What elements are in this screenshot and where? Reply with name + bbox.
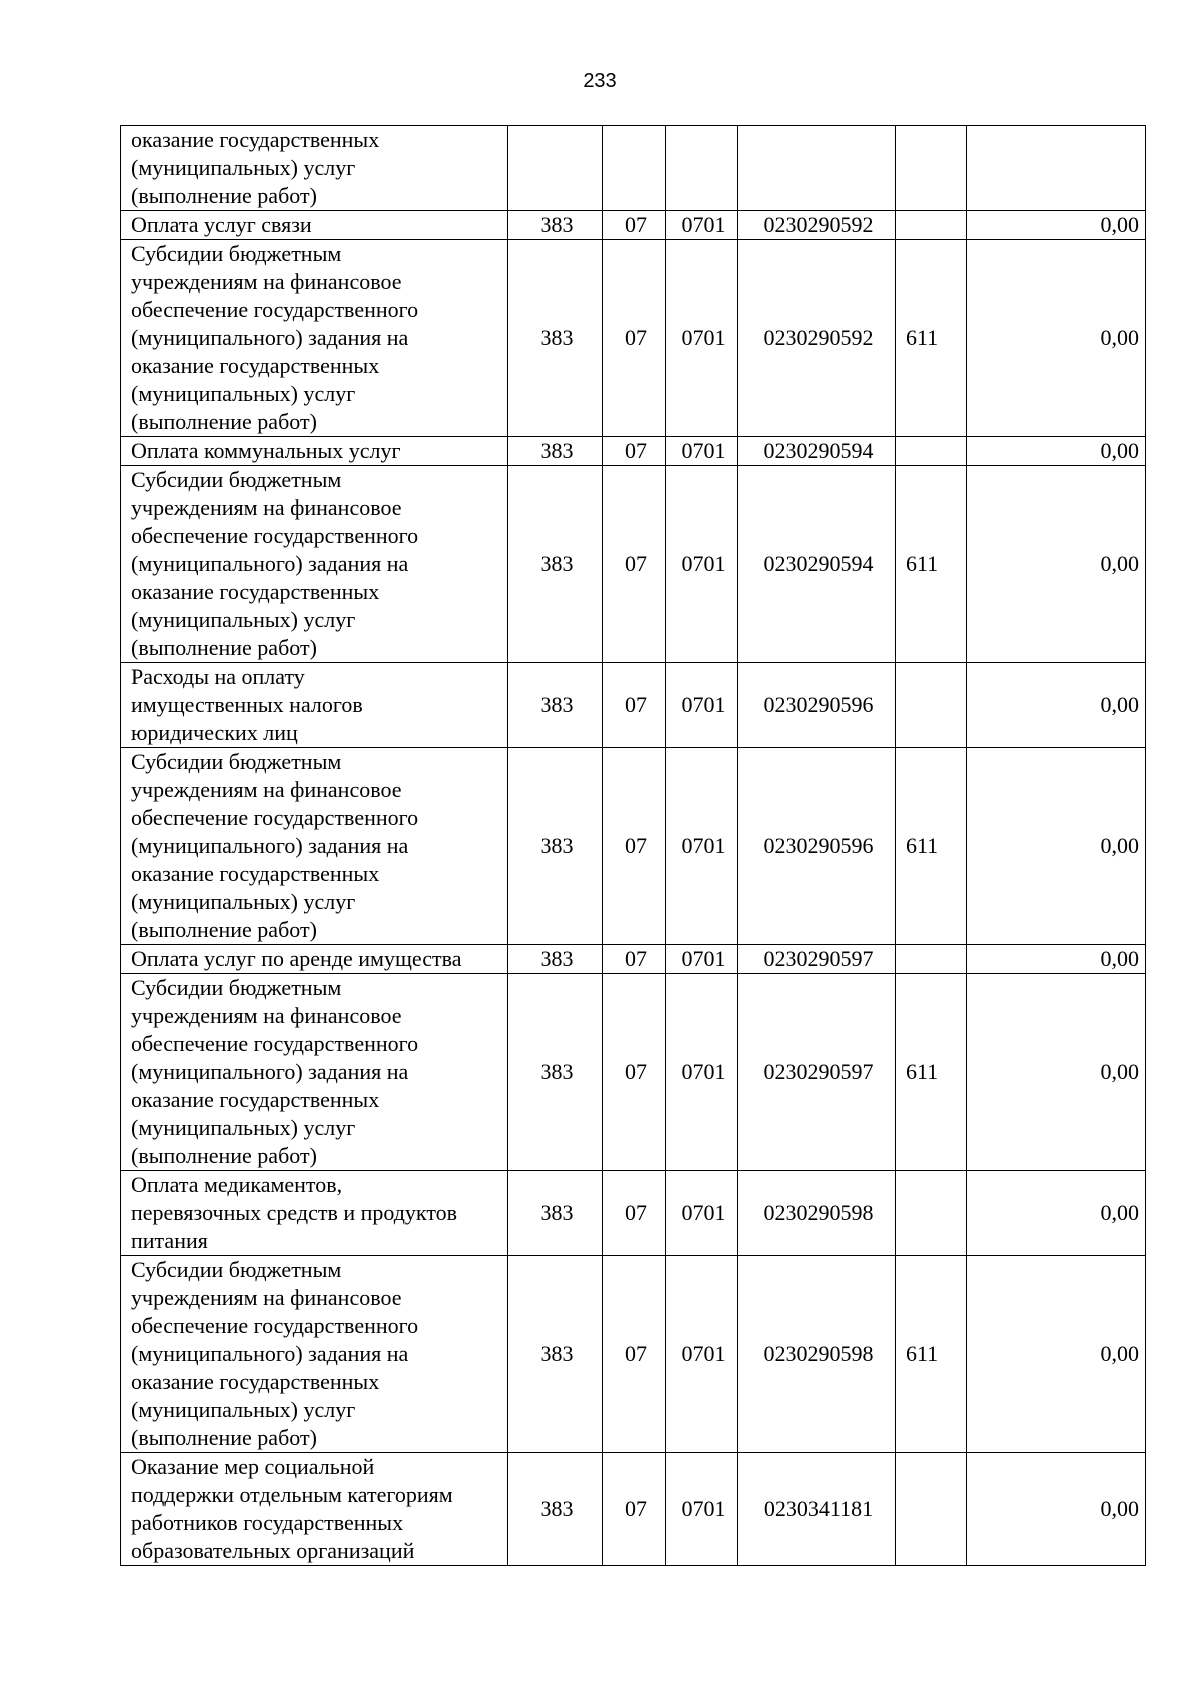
cell-ministry-code [508, 126, 603, 211]
cell-name: Оплата медикаментов, перевязочных средств и продуктов питания [121, 1171, 508, 1256]
cell-expense-type [896, 211, 967, 240]
cell-amount: 0,00 [967, 1171, 1146, 1256]
cell-ministry-code: 383 [508, 1453, 603, 1566]
cell-amount: 0,00 [967, 748, 1146, 945]
cell-ministry-code: 383 [508, 240, 603, 437]
cell-subsection: 0701 [666, 211, 738, 240]
cell-section: 07 [603, 1171, 666, 1256]
cell-ministry-code: 383 [508, 945, 603, 974]
cell-target-article: 0230290598 [738, 1171, 896, 1256]
cell-name: Оплата услуг по аренде имущества [121, 945, 508, 974]
cell-ministry-code: 383 [508, 1171, 603, 1256]
cell-section: 07 [603, 663, 666, 748]
cell-name: Субсидии бюджетным учреждениям на финансовое обеспечение государственного (муниципального) задания на оказание государственных (муниципальных) услуг (выполнение работ) [121, 1256, 508, 1453]
cell-expense-type [896, 945, 967, 974]
cell-expense-type [896, 1453, 967, 1566]
cell-subsection: 0701 [666, 1171, 738, 1256]
cell-target-article: 0230290598 [738, 1256, 896, 1453]
cell-section: 07 [603, 1453, 666, 1566]
cell-subsection: 0701 [666, 466, 738, 663]
cell-target-article: 0230290594 [738, 466, 896, 663]
cell-section [603, 126, 666, 211]
cell-amount [967, 126, 1146, 211]
cell-target-article [738, 126, 896, 211]
cell-section: 07 [603, 240, 666, 437]
cell-ministry-code: 383 [508, 663, 603, 748]
cell-target-article: 0230341181 [738, 1453, 896, 1566]
cell-section: 07 [603, 748, 666, 945]
table-row [121, 437, 1146, 466]
cell-amount: 0,00 [967, 1453, 1146, 1566]
cell-target-article: 0230290596 [738, 748, 896, 945]
cell-target-article: 0230290597 [738, 974, 896, 1171]
table-row [121, 1453, 1146, 1566]
cell-target-article: 0230290592 [738, 240, 896, 437]
cell-target-article: 0230290594 [738, 437, 896, 466]
cell-amount: 0,00 [967, 974, 1146, 1171]
cell-section: 07 [603, 211, 666, 240]
cell-ministry-code: 383 [508, 748, 603, 945]
cell-target-article: 0230290592 [738, 211, 896, 240]
cell-section: 07 [603, 945, 666, 974]
table-row [121, 211, 1146, 240]
cell-name: Субсидии бюджетным учреждениям на финансовое обеспечение государственного (муниципального) задания на оказание государственных (муниципальных) услуг (выполнение работ) [121, 240, 508, 437]
cell-expense-type: 611 [896, 466, 967, 663]
cell-amount: 0,00 [967, 1256, 1146, 1453]
cell-expense-type [896, 126, 967, 211]
cell-name: Субсидии бюджетным учреждениям на финансовое обеспечение государственного (муниципального) задания на оказание государственных (муниципальных) услуг (выполнение работ) [121, 748, 508, 945]
cell-ministry-code: 383 [508, 1256, 603, 1453]
cell-subsection: 0701 [666, 748, 738, 945]
cell-expense-type [896, 1171, 967, 1256]
cell-subsection: 0701 [666, 974, 738, 1171]
cell-subsection: 0701 [666, 437, 738, 466]
table-row [121, 748, 1146, 945]
cell-section: 07 [603, 437, 666, 466]
cell-name: Оплата коммунальных услуг [121, 437, 508, 466]
table-row [121, 974, 1146, 1171]
cell-amount: 0,00 [967, 211, 1146, 240]
cell-amount: 0,00 [967, 437, 1146, 466]
cell-expense-type: 611 [896, 1256, 967, 1453]
budget-table [120, 125, 1146, 1566]
cell-subsection: 0701 [666, 663, 738, 748]
cell-amount: 0,00 [967, 945, 1146, 974]
cell-ministry-code: 383 [508, 974, 603, 1171]
table-row [121, 1256, 1146, 1453]
cell-expense-type: 611 [896, 974, 967, 1171]
cell-subsection: 0701 [666, 240, 738, 437]
page-number: 233 [583, 70, 617, 92]
cell-expense-type: 611 [896, 748, 967, 945]
cell-name: Субсидии бюджетным учреждениям на финансовое обеспечение государственного (муниципального) задания на оказание государственных (муниципальных) услуг (выполнение работ) [121, 466, 508, 663]
cell-subsection [666, 126, 738, 211]
cell-section: 07 [603, 466, 666, 663]
cell-ministry-code: 383 [508, 437, 603, 466]
cell-name: Оплата услуг связи [121, 211, 508, 240]
table-row [121, 663, 1146, 748]
cell-name: Оказание мер социальной поддержки отдельным категориям работников государственных образовательных организаций [121, 1453, 508, 1566]
cell-expense-type [896, 663, 967, 748]
budget-table-body [121, 126, 1146, 1566]
cell-expense-type [896, 437, 967, 466]
table-row [121, 126, 1146, 211]
cell-amount: 0,00 [967, 663, 1146, 748]
cell-section: 07 [603, 1256, 666, 1453]
table-row [121, 945, 1146, 974]
cell-amount: 0,00 [967, 240, 1146, 437]
cell-target-article: 0230290597 [738, 945, 896, 974]
cell-target-article: 0230290596 [738, 663, 896, 748]
cell-amount: 0,00 [967, 466, 1146, 663]
cell-ministry-code: 383 [508, 211, 603, 240]
cell-ministry-code: 383 [508, 466, 603, 663]
cell-name: Расходы на оплату имущественных налогов юридических лиц [121, 663, 508, 748]
table-row [121, 466, 1146, 663]
cell-name: Субсидии бюджетным учреждениям на финансовое обеспечение государственного (муниципального) задания на оказание государственных (муниципальных) услуг (выполнение работ) [121, 974, 508, 1171]
cell-subsection: 0701 [666, 1453, 738, 1566]
cell-section: 07 [603, 974, 666, 1171]
cell-subsection: 0701 [666, 945, 738, 974]
cell-name: оказание государственных (муниципальных) услуг (выполнение работ) [121, 126, 508, 211]
cell-subsection: 0701 [666, 1256, 738, 1453]
table-row [121, 1171, 1146, 1256]
cell-expense-type: 611 [896, 240, 967, 437]
table-row [121, 240, 1146, 437]
